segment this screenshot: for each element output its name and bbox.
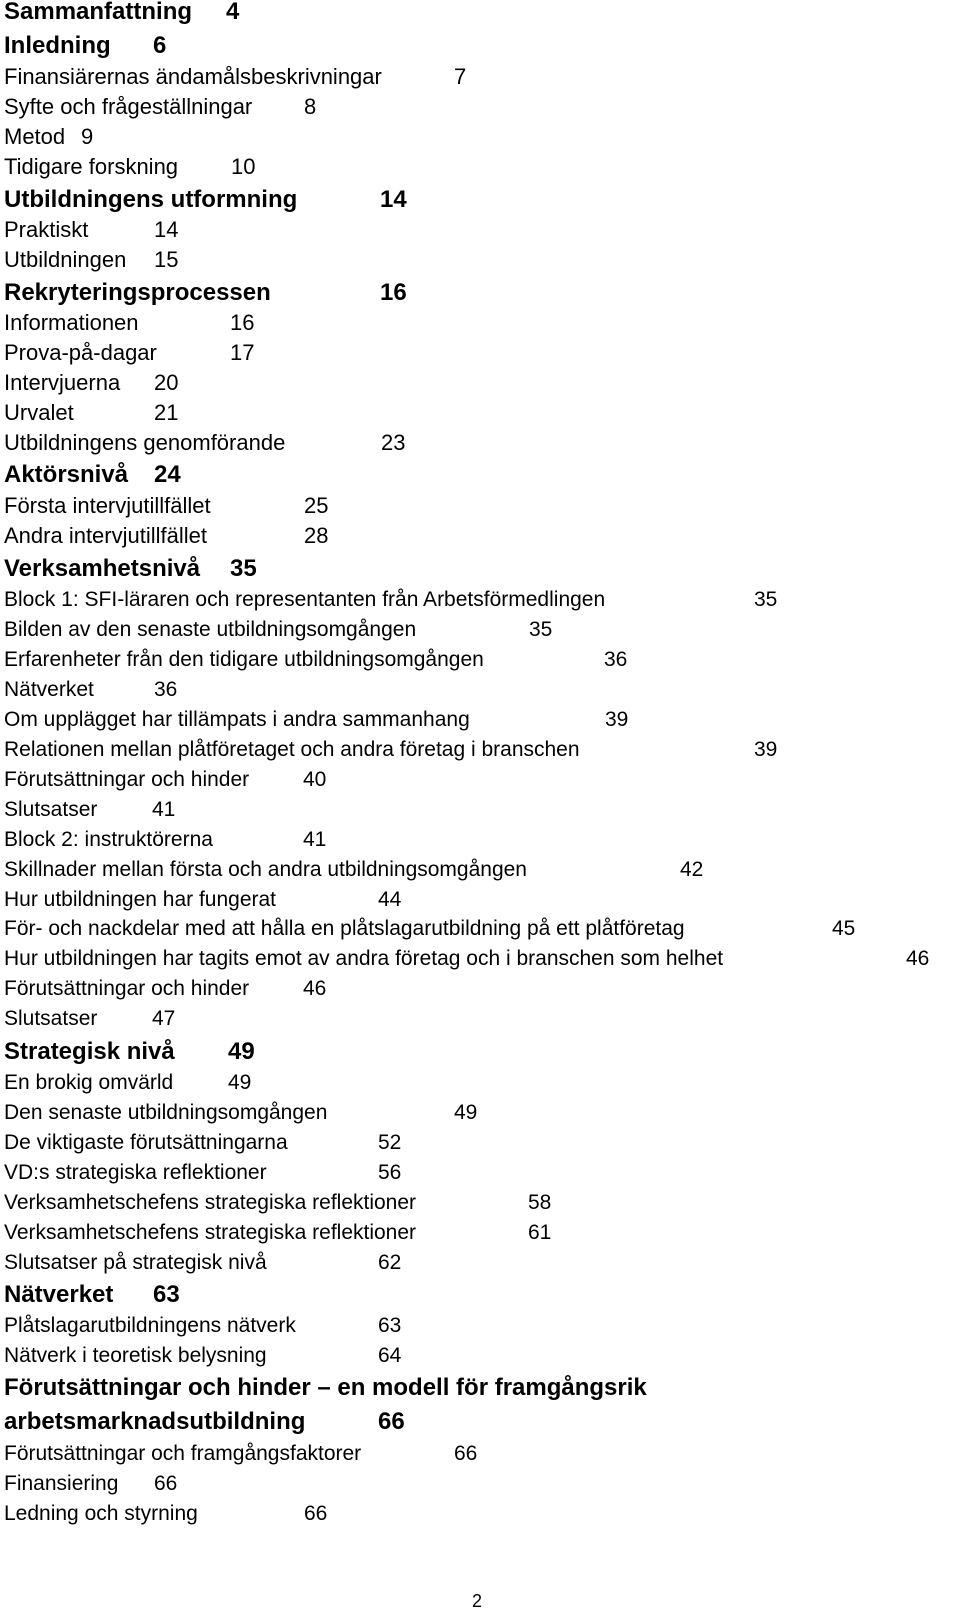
toc-page: 17 [230,340,255,365]
toc-title: Aktörsnivå [4,461,129,488]
toc-title: Första intervjutillfället [4,493,211,518]
toc-page: 46 [303,977,327,1000]
toc-title: Inledning [4,32,111,59]
toc-page: 45 [832,917,856,940]
toc-title: Om upplägget har tillämpats i andra sammanhang [4,708,470,731]
toc-page: 41 [303,828,327,851]
toc-page: 10 [231,154,256,179]
toc-title: Block 1: SFI-läraren och representanten från Arbetsförmedlingen [4,588,606,611]
toc-title: Relationen mellan plåtföretaget och andra företag i branschen [4,738,580,761]
toc-title: VD:s strategiska reflektioner [4,1161,267,1184]
toc-title: Erfarenheter från den tidigare utbildningsomgången [4,648,484,671]
toc-title: Finansiering [4,1472,119,1495]
toc-title: Skillnader mellan första och andra utbildningsomgången [4,858,527,881]
toc-page: 35 [230,555,257,582]
toc-title: En brokig omvärld [4,1071,174,1094]
toc-page: 4 [226,0,240,25]
toc-title: För- och nackdelar med att hålla en plåtslagarutbildning på ett plåtföretag [4,917,685,940]
toc-title: Slutsatser [4,1007,98,1030]
toc-page: 49 [228,1071,252,1094]
toc-page: 35 [754,588,778,611]
toc-page: 39 [605,708,629,731]
toc-page: 7 [454,64,467,89]
toc-title: Hur utbildningen har fungerat [4,888,277,911]
toc-page: 63 [153,1281,180,1308]
toc-page: 49 [454,1101,478,1124]
toc-title: Verksamhetschefens strategiska reflektioner [4,1191,417,1214]
toc-title: Syfte och frågeställningar [4,94,253,119]
toc-title: Block 2: instruktörerna [4,828,213,851]
toc-title: Förutsättningar och hinder [4,768,250,791]
toc-page: 20 [154,370,179,395]
toc-title: Nätverket [4,1281,114,1308]
toc-title: Tidigare forskning [4,154,179,179]
toc-title: Plåtslagarutbildningens nätverk [4,1314,296,1337]
toc-page: 66 [378,1408,405,1435]
toc-title: Förutsättningar och framgångsfaktorer [4,1442,362,1465]
toc-title: Hur utbildningen har tagits emot av andra företag och i branschen som helhet [4,947,724,970]
toc-page: 46 [906,947,930,970]
toc-title: De viktigaste förutsättningarna [4,1131,288,1154]
toc-title: Förutsättningar och hinder – en modell för framgångsrik [4,1374,647,1401]
toc-title: Urvalet [4,400,74,425]
toc-page: 23 [381,430,406,455]
toc-title: Rekryteringsprocessen [4,279,271,306]
toc-page: 39 [754,738,778,761]
toc-page: 25 [304,493,329,518]
toc-page: 16 [380,279,407,306]
toc-page: 16 [230,310,255,335]
toc-title: Intervjuerna [4,370,121,395]
toc-title: Utbildningens genomförande [4,430,286,455]
toc-page: 63 [378,1314,402,1337]
toc-title: Andra intervjutillfället [4,523,207,548]
toc-title: Utbildningen [4,247,127,272]
toc-page: 44 [378,888,402,911]
toc-title: Ledning och styrning [4,1502,198,1525]
toc-page: 49 [228,1038,255,1065]
toc-page: 66 [304,1502,328,1525]
toc-title: Förutsättningar och hinder [4,977,250,1000]
toc-title: Strategisk nivå [4,1038,175,1065]
toc-page: 42 [680,858,704,881]
toc-title: Nätverket [4,678,94,701]
toc-page: 36 [154,678,178,701]
toc-title: Utbildningens utformning [4,186,298,213]
toc-title: Prova-på-dagar [4,340,157,365]
toc-page: 24 [154,461,181,488]
toc-page: 66 [154,1472,178,1495]
toc-page: 6 [153,32,167,59]
toc-page: 66 [454,1442,478,1465]
toc-title: Den senaste utbildningsomgången [4,1101,328,1124]
toc-page: 15 [154,247,179,272]
toc-title: Finansiärernas ändamålsbeskrivningar [4,64,382,89]
toc-page: 61 [528,1221,552,1244]
toc-page: 14 [154,217,179,242]
toc-page: 9 [81,124,94,149]
toc-page: 41 [152,798,176,821]
toc-page: 47 [152,1007,176,1030]
toc-page: 62 [378,1251,402,1274]
toc-title: Praktiskt [4,217,89,242]
toc-page: 14 [380,186,407,213]
toc-page: 58 [528,1191,552,1214]
toc-title: Informationen [4,310,139,335]
toc-page: 52 [378,1131,402,1154]
toc-title: Slutsatser [4,798,98,821]
toc-page: 21 [154,400,179,425]
toc-page: 35 [529,618,553,641]
toc-page: 56 [378,1161,402,1184]
toc-page: 28 [304,523,329,548]
toc-title: Slutsatser på strategisk nivå [4,1251,267,1274]
toc-title: Nätverk i teoretisk belysning [4,1344,267,1367]
toc-page: 36 [604,648,628,671]
toc-title: Bilden av den senaste utbildningsomgången [4,618,417,641]
toc-title: Verksamhetschefens strategiska reflektioner [4,1221,417,1244]
toc-title: Sammanfattning [4,0,193,25]
page-number: 2 [472,1591,483,1611]
toc-title: Metod [4,124,66,149]
toc-page: 40 [303,768,327,791]
toc-title: arbetsmarknadsutbildning [4,1408,306,1435]
toc-page: 8 [304,94,317,119]
toc-title: Verksamhetsnivå [4,555,201,582]
toc-page: 64 [378,1344,402,1367]
